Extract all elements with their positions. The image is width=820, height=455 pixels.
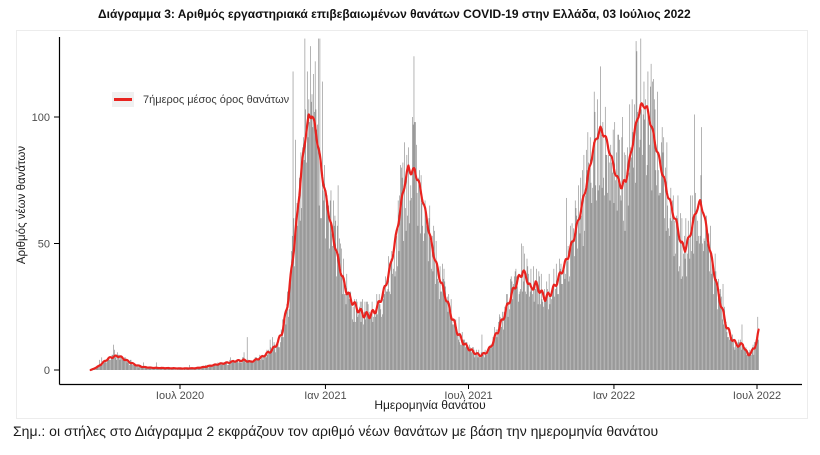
legend-key-box [112, 92, 134, 107]
x-axis-title: Ημερομηνία θανάτου [374, 398, 486, 412]
footnote: Σημ.: οι στήλες στο Διάγραμμα 2 εκφράζουν τον αριθμό νέων θανάτων με βάση την ημερομηνία θανάτου [13, 423, 659, 439]
tick-label: Ιαν 2021 [304, 390, 347, 402]
tick-label: 0 [43, 365, 50, 377]
daily-deaths-bars [94, 39, 759, 370]
legend-label: 7ήμερος μέσος όρος θανάτων [143, 93, 290, 106]
tick-label: 100 [31, 112, 50, 124]
tick-label: Ιουλ 2021 [444, 390, 493, 402]
legend [112, 92, 289, 107]
y-axis-title: Αριθμός νέων θανάτων [16, 145, 28, 265]
tick-label: 50 [37, 238, 50, 251]
red-line-icon [114, 98, 132, 101]
tick-label: Ιουλ 2022 [732, 390, 782, 402]
chart-title: Διάγραμμα 3: Αριθμός εργαστηριακά επιβεβαιωμένων θανάτων COVID-19 στην Ελλάδα, 03 Ιούλιος 2022 [98, 7, 691, 21]
tick-label: Ιουλ 2020 [155, 390, 205, 402]
tick-label: Ιαν 2022 [592, 390, 636, 402]
